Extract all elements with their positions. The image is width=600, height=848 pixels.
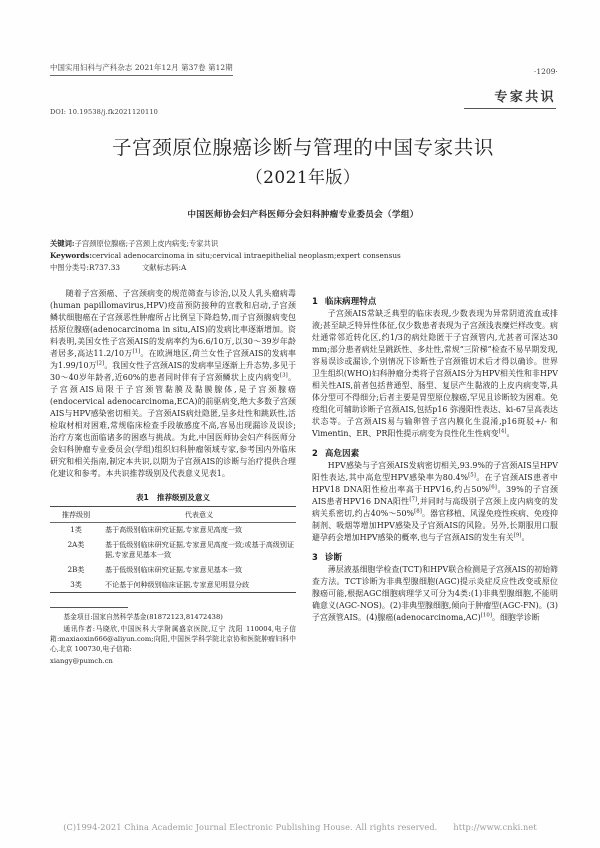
metadata-block [50,238,556,273]
section-title-1: 临床病理特点 [325,296,377,306]
section-2-body [312,460,558,544]
column-header-meaning: 代表意义 [102,507,296,523]
page-subtitle: （2021年版） [245,167,361,188]
reference-marker: [1] [132,348,141,355]
sec2-seg3: 。39%的子宫颈AIS患者HPV16 DNA阳性 [312,485,558,507]
sec2-seg6: 。 [521,533,530,543]
footnote-correspondence-email: xiangy@pumch.cn [50,656,113,665]
left-para1-seg1: 随着子宫颈癌、子宫颈病变的规范筛查与诊治,以及人乳头瘤病毒(human papillomavirus,HPV)疫苗预防接种的宣教和启动,子宫颈鳞状细胞癌在子宫颈恶性肿瘤所占比例呈下降趋势,而子宫颈腺病变包括原位腺癌(adenocarcinoma in situ,AIS)的发病比率逐渐增加。资料表明,美国女性子宫颈AIS的发病率约为6.6/10万,以30～39岁年龄者居多,高达11.2/10万 [50,289,296,359]
section-title-2: 高危因素 [325,448,360,459]
doc-code-value: A [180,262,187,272]
cell-level: 3类 [50,578,102,593]
reference-marker: [5] [468,472,476,479]
cell-meaning: 不论基于何种级别临床证据,专家意见明显分歧 [102,578,296,593]
table-row [50,578,296,593]
classification-row [50,262,556,274]
title-block [50,136,556,188]
section-number-3: 3 [312,552,319,563]
keywords-cn-row [50,238,556,250]
page-title: 子宫颈原位腺癌诊断与管理的中国专家共识 [112,136,494,159]
left-para1-seg4: 。子宫颈AIS局限于子宫颈管黏膜及黏膜腺体,是子宫颈腺癌(endocervical adenocarcinoma,ECA)的前驱病变,绝大多数子宫颈AIS与HPV感染密切相关。子宫颈AIS病灶隐匿,呈多灶性和跳跃性,活检取材相对困难,常规临床检查手段敏感度不高,容易出现漏诊及误诊;治疗方案也面临诸多的困惑与挑战。为此,中国医师协会妇产科医师分会妇科肿瘤专业委员会(学组)组织妇科肿瘤领域专家,参考国内外临床研究和相关指南,制定本共识,以期为子宫颈AIS的诊断与治疗提供合理化建议和参考。本共识推荐级别及代表意义见表1。 [50,373,296,479]
clc-label: 中图分类号: [50,262,89,272]
clc-value: R737.33 [88,262,120,272]
cell-meaning: 基于高级别临床研究证据,专家意见高度一致 [105,525,243,535]
journal-citation: 中国实用妇科与产科杂志 2021年12月 第37卷 第12期 [50,62,233,76]
section-heading-3 [312,551,558,563]
cell-level: 2B类 [67,565,85,575]
column-header-level: 推荐级别 [50,507,102,523]
section-badge-wrap [464,86,556,109]
body-columns [50,288,558,796]
left-paragraph-1 [50,288,296,480]
section-number-2: 2 [312,448,319,459]
reference-marker: [6] [489,484,497,491]
reference-marker: [10] [480,612,493,619]
right-column [312,288,558,796]
keywords-cn-label: 关键词: [50,239,75,248]
section-badge: 专家共识 [494,90,556,105]
table-row [50,538,296,563]
section-heading-1 [312,295,558,307]
section-number-1: 1 [312,296,319,306]
left-column [50,288,296,796]
left-para1-seg3: 。我国女性子宫颈AIS的发病率呈逐渐上升态势,多见于30～40岁年龄者,近60%的患者同时伴有子宫颈鳞状上皮内病变 [50,361,297,383]
sec3-seg2: 。细胞学诊断 [492,613,540,623]
table-1-number: 表1 [135,493,149,503]
table-1-caption [50,492,296,503]
keywords-en-row [50,250,556,262]
sec1-seg2: 。 [506,429,515,439]
sec2-seg5: 。器官移植、风湿免疫性疾病、免疫抑制剂、吸烟等增加HPV感染及子宫颈AIS的风险。另外,长期服用口服避孕药会增加HPV感染的概率,也与子宫颈AIS的发生有关 [312,509,558,543]
cell-level: 1类 [70,525,82,535]
footer-url: http://www.cnki.net [453,822,537,832]
sec2-seg4: ,并同时与高级别子宫颈上皮内病变的发病关系密切,约占40%～50% [312,497,558,519]
table-row [50,523,296,538]
page-number: ·1209· [533,66,558,76]
footnote-rule [50,607,128,608]
reference-marker: [3] [280,372,288,379]
sec2-seg2: 。在子宫颈AIS患者中HPV18 DNA阳性检出率高于HPV16,约占50% [312,473,558,495]
recommendation-level-table [50,506,296,593]
keywords-cn-value: 子宫颈原位腺癌;子宫颈上皮内病变;专家共识 [74,239,219,248]
sec2-seg1: HPV感染与子宫颈AIS发病密切相关,93.9%的子宫颈AIS呈HPV阳性表达,其中高危型HPV感染率为80.4% [312,461,558,483]
table-1-wrapper [50,492,296,593]
table-row [50,563,296,578]
running-head [50,62,558,76]
keywords-en-value: cervical adenocarcinoma in situ;cervical intraepithelial neoplasm;expert consensus [91,250,401,260]
section-1-body [312,308,558,440]
reference-marker: [8] [414,508,422,515]
section-3-body [312,564,558,624]
cell-meaning: 基于低级别临床研究证据,专家意见高度一致;或基于高级别证据,专家意见基本一致 [105,540,295,560]
left-para1-seg2: 。在欧洲地区,荷兰女性子宫颈AIS的发病率为1.99/10万 [50,349,296,371]
reference-marker: [7] [409,496,418,503]
page-footer [0,822,600,832]
reference-marker: [4] [498,428,507,435]
keywords-en-label: Keywords: [50,250,92,260]
section-title-3: 诊断 [325,552,343,563]
reference-marker: [9] [513,532,522,539]
section-heading-2 [312,447,558,459]
doc-code-label: 文献标志码: [141,262,181,272]
table-header-row [50,507,296,523]
footnote-correspondence: 通讯作者:马晓欣,中国医科大学附属盛京医院,辽宁 沈阳 110004,电子信箱:maxiaoxin666@aliyun.com;向阳,中国医学科学院北京协和医院肿瘤妇科中心,北京 100730,电子信箱: [50,624,296,654]
section-badge-rule [464,108,556,109]
copyright-text: (C)1994-2021 China Academic Journal Electronic Publishing House. All rights reserved. [63,822,438,832]
sec1-seg1: 子宫颈AIS常缺乏典型的临床表现,少数表现为异常阴道流血或排液;甚至缺乏特异性体征,仅少数患者表现为子宫颈浅表糜烂样改变。病灶通常邻近转化区,约1/3的病灶隐匿于子宫颈管内,尤甚者可深达30 mm;部分患者病灶呈跳跃性、多灶性,常规“三阶梯”检查不易早期发现,容易误诊或漏诊,个别情况下诊断性子宫颈锥切术后才得以确诊。世界卫生组织(WHO)妇科肿瘤分类将子宫颈AIS分为HPV相关性和非HPV相关性AIS,前者包括普通型、肠型、复层产生黏液的上皮内病变等,具体分型可不得细分;后者主要是胃型原位腺癌,罕见且诊断较为困难。免疫组化可辅助诊断子宫颈AIS,包括p16 弥漫阳性表达、ki-67呈高表达状态等。子宫颈AIS易与输卵管子宫内膜化生混淆,p16斑驳+/- 和Vimentin、ER、PR阳性提示病变为良性化生性病变 [312,309,558,439]
footnotes-block [50,607,296,666]
footnote-fund: 基金项目:国家自然科学基金(81872123,81472438) [63,613,223,622]
cell-meaning: 基于低级别临床研究证据,专家意见基本一致 [105,565,243,575]
cell-level: 2A类 [67,540,85,550]
reference-marker: [2] [96,360,105,367]
sec3-seg1: 薄层液基细胞学检查(TCT)和HPV联合检测是子宫颈AIS的初始筛查方法。TCT诊断为非典型腺细胞(AGC)提示炎症反应性改变或原位腺癌可能,根据AGC细胞病理学又可分为4类:(1)非典型腺细胞,不能明确意义(AGC-NOS)。(2)非典型腺细胞,倾向于肿瘤型(AGC-FN)。(3)子宫颈管AIS。(4)腺癌(adenocarcinoma,AC) [312,565,558,623]
table-1-title: 推荐级别及意义 [156,493,211,503]
author-affiliation: 中国医师协会妇产科医师分会妇科肿瘤专业委员会（学组） [187,210,419,220]
doi-line: DOI: 10.19538/j.fk2021120110 [50,108,159,116]
